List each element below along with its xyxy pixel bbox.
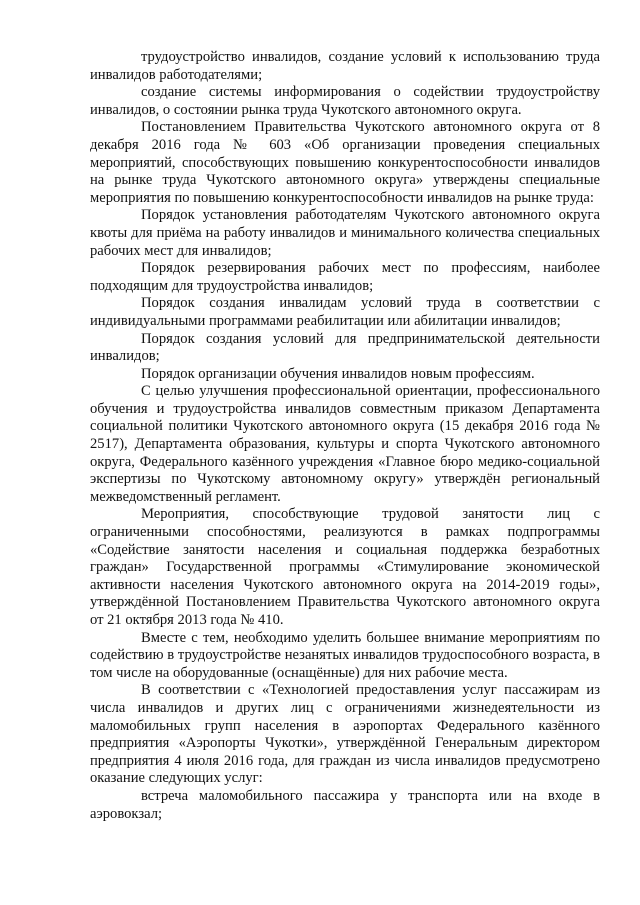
paragraph-2: создание системы информирования о содействии трудоустройству инвалидов, о состоянии рынка труда Чукотского автономного округа. [90,84,600,118]
paragraph-10: Мероприятия, способствующие трудовой занятости лиц с ограниченными способностями, реализуются в рамках подпрограммы «Содействие занятости населения и социальная поддержка безработных граждан» Государственной программы «Стимулирование экономической активности населения Чукотского автономного округа на 2014-2019 годы», утверждённой Постановлением Правительства Чукотского автономного округа от 21 октября 2013 года № 410. [90,506,600,628]
paragraph-11: Вместе с тем, необходимо уделить большее внимание мероприятиям по содействию в трудоустройстве незанятых инвалидов трудоспособного возраста, в том числе на оборудованные (оснащённые) для них рабочие места. [90,629,600,681]
document-body [90,49,600,823]
paragraph-3: Постановлением Правительства Чукотского автономного округа от 8 декабря 2016 года № 603 «Об организации проведения специальных мероприятий, способствующих повышению конкурентоспособности инвалидов на рынке труда Чукотского автономного округа» утверждены специальные мероприятия по повышению конкурентоспособности инвалидов на рынке труда: [90,119,600,206]
paragraph-6: Порядок создания инвалидам условий труда в соответствии с индивидуальными программами реабилитации или абилитации инвалидов; [90,295,600,329]
paragraph-5: Порядок резервирования рабочих мест по профессиям, наиболее подходящим для трудоустройства инвалидов; [90,260,600,294]
paragraph-8: Порядок организации обучения инвалидов новым профессиям. [141,365,535,382]
paragraph-12: В соответствии с «Технологией предоставления услуг пассажирам из числа инвалидов и других лиц с ограничениями жизнедеятельности из маломобильных групп населения в аэропортах Федерального казённого предприятия «Аэропорты Чукотки», утверждённой Генеральным директором предприятия 4 июля 2016 года, для граждан из числа инвалидов предусмотрено оказание следующих услуг: [90,682,600,787]
paragraph-4: Порядок установления работодателям Чукотского автономного округа квоты для приёма на работу инвалидов и минимального количества специальных рабочих мест для инвалидов; [90,207,600,259]
paragraph-7: Порядок создания условий для предпринимательской деятельности инвалидов; [90,330,600,365]
paragraph-13: встреча маломобильного пассажира у транспорта или на входе в аэровокзал; [90,787,600,822]
paragraph-1: трудоустройство инвалидов, создание условий к использованию труда инвалидов работодателями; [90,49,600,83]
paragraph-9: С целью улучшения профессиональной ориентации, профессионального обучения и трудоустройства инвалидов совместным приказом Департамента социальной политики Чукотского автономного округа (15 декабря 2016 года № 2517), Департамента образования, культуры и спорта Чукотского автономного округа, Федерального казённого учреждения «Главное бюро медико-социальной экспертизы по Чукотскому автономному округу» утверждён региональный межведомственный регламент. [90,383,600,505]
